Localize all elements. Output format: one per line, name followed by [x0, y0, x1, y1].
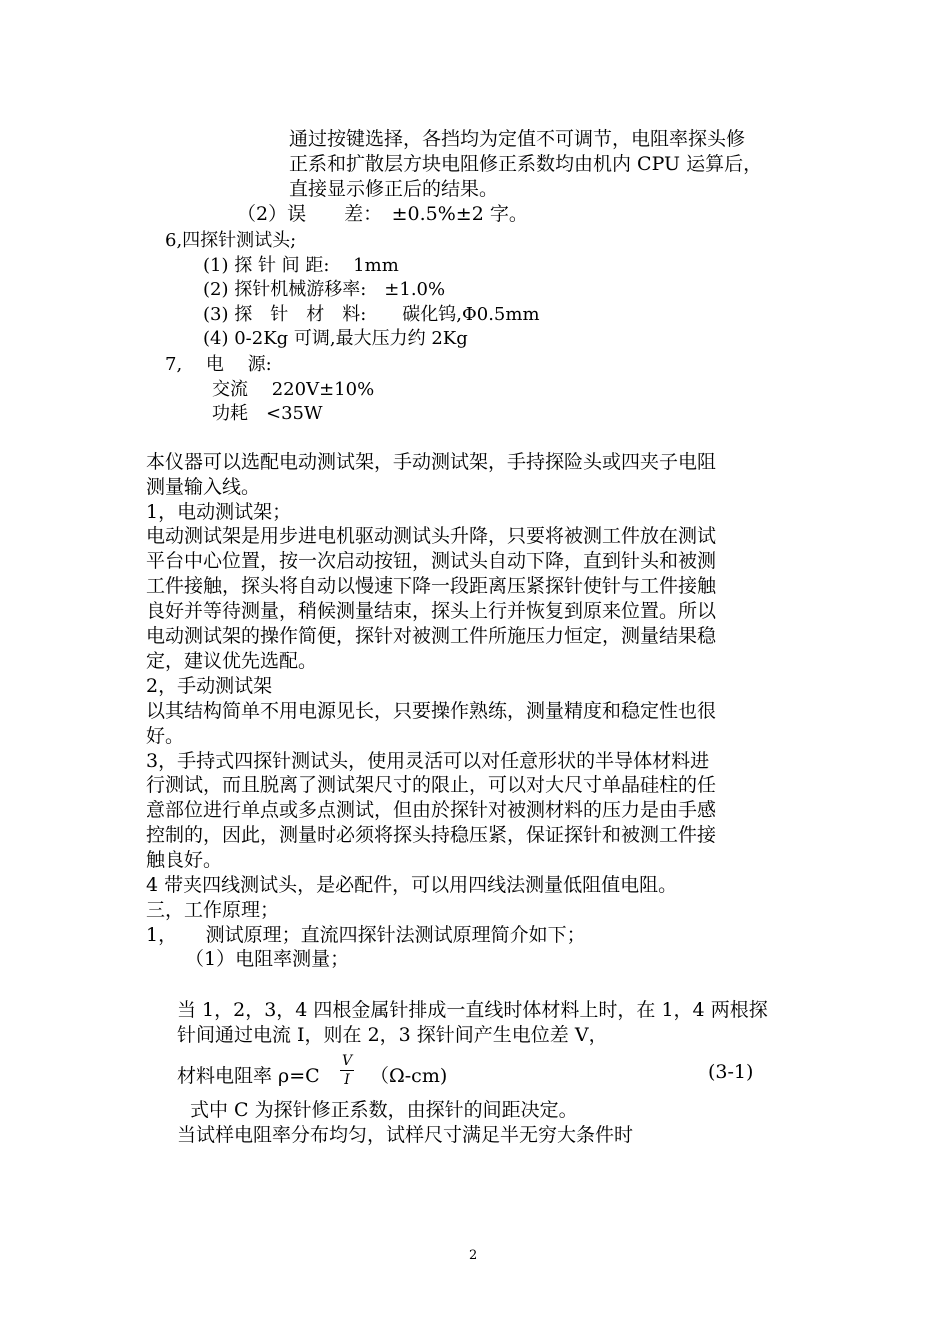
formula-unit: （Ω-cm) — [370, 1065, 448, 1087]
paragraph-line: 控制的，因此，测量时必须将探头持稳压紧，保证探针和被测工件接 — [146, 824, 717, 846]
section-heading: 7, 电 源: — [165, 354, 272, 375]
fraction-denominator: I — [344, 1072, 350, 1088]
paragraph-line: 针间通过电流 I，则在 2，3 探针间产生电位差 V， — [177, 1024, 608, 1046]
text-line: （2）误 差： ±0.5%±2 字。 — [237, 203, 528, 225]
section-heading: 2，手动测试架 — [146, 675, 273, 697]
spec-item: 交流 220V±10% — [212, 379, 375, 400]
section-heading: 三，工作原理； — [146, 899, 280, 921]
paragraph-line: 3，手持式四探针测试头，使用灵活可以对任意形状的半导体材料进 — [146, 750, 710, 772]
spec-item: (4) 0-2Kg 可调,最大压力约 2Kg — [203, 328, 468, 349]
paragraph-line: 当 1，2，3，4 四根金属针排成一直线时体材料上时，在 1，4 两根探 — [177, 999, 768, 1021]
spec-item: (3) 探 针 材 料: 碳化钨,Φ0.5mm — [203, 304, 540, 325]
paragraph-line: 电动测试架的操作简便，探针对被测工件所施压力恒定，测量结果稳 — [146, 625, 717, 647]
text-line: 通过按键选择，各挡均为定值不可调节，电阻率探头修 — [289, 128, 746, 150]
subsection-heading: （1）电阻率测量； — [185, 948, 350, 970]
text-line: 直接显示修正后的结果。 — [289, 178, 499, 200]
paragraph-line: 4 带夹四线测试头，是必配件，可以用四线法测量低阻值电阻。 — [146, 874, 678, 896]
formula-fraction — [340, 1053, 354, 1088]
paragraph-line: 触良好。 — [146, 849, 223, 871]
fraction-numerator: V — [341, 1053, 353, 1069]
equation-number: (3-1) — [708, 1061, 754, 1083]
paragraph-line: 当试样电阻率分布均匀，试样尺寸满足半无穷大条件时 — [177, 1124, 634, 1146]
paragraph-line: 好。 — [146, 725, 185, 747]
paragraph-line: 本仪器可以选配电动测试架，手动测试架，手持探险头或四夹子电阻 — [146, 451, 717, 473]
formula-label: 材料电阻率 ρ=C — [177, 1065, 320, 1087]
paragraph-line: 电动测试架是用步进电机驱动测试头升降，只要将被测工件放在测试 — [146, 525, 717, 547]
paragraph-line: 式中 C 为探针修正系数，由探针的间距决定。 — [190, 1099, 578, 1121]
section-heading: 6,四探针测试头; — [165, 230, 297, 251]
section-heading: 1， 测试原理；直流四探针法测试原理简介如下； — [146, 924, 586, 946]
paragraph-line: 行测试，而且脱离了测试架尺寸的限止，可以对大尺寸单晶硅柱的任 — [146, 774, 717, 796]
paragraph-line: 定，建议优先选配。 — [146, 650, 318, 672]
text-line: 正系和扩散层方块电阻修正系数均由机内 CPU 运算后， — [289, 153, 763, 175]
section-heading: 1，电动测试架； — [146, 501, 292, 523]
spec-item: 功耗 <35W — [212, 403, 323, 424]
paragraph-line: 意部位进行单点或多点测试，但由於探针对被测材料的压力是由手感 — [146, 799, 717, 821]
fraction-bar — [340, 1070, 354, 1071]
paragraph-line: 良好并等待测量，稍候测量结束，探头上行并恢复到原来位置。所以 — [146, 600, 717, 622]
paragraph-line: 工件接触，探头将自动以慢速下降一段距离压紧探针使针与工件接触 — [146, 575, 717, 597]
spec-item: (1) 探 针 间 距: 1mm — [203, 255, 399, 276]
paragraph-line: 以其结构简单不用电源见长，只要操作熟练，测量精度和稳定性也很 — [146, 700, 717, 722]
page-number: 2 — [469, 1248, 478, 1263]
spec-item: (2) 探针机械游移率: ±1.0% — [203, 279, 446, 300]
paragraph-line: 平台中心位置，按一次启动按钮，测试头自动下降，直到针头和被测 — [146, 550, 717, 572]
paragraph-line: 测量输入线。 — [146, 476, 261, 498]
